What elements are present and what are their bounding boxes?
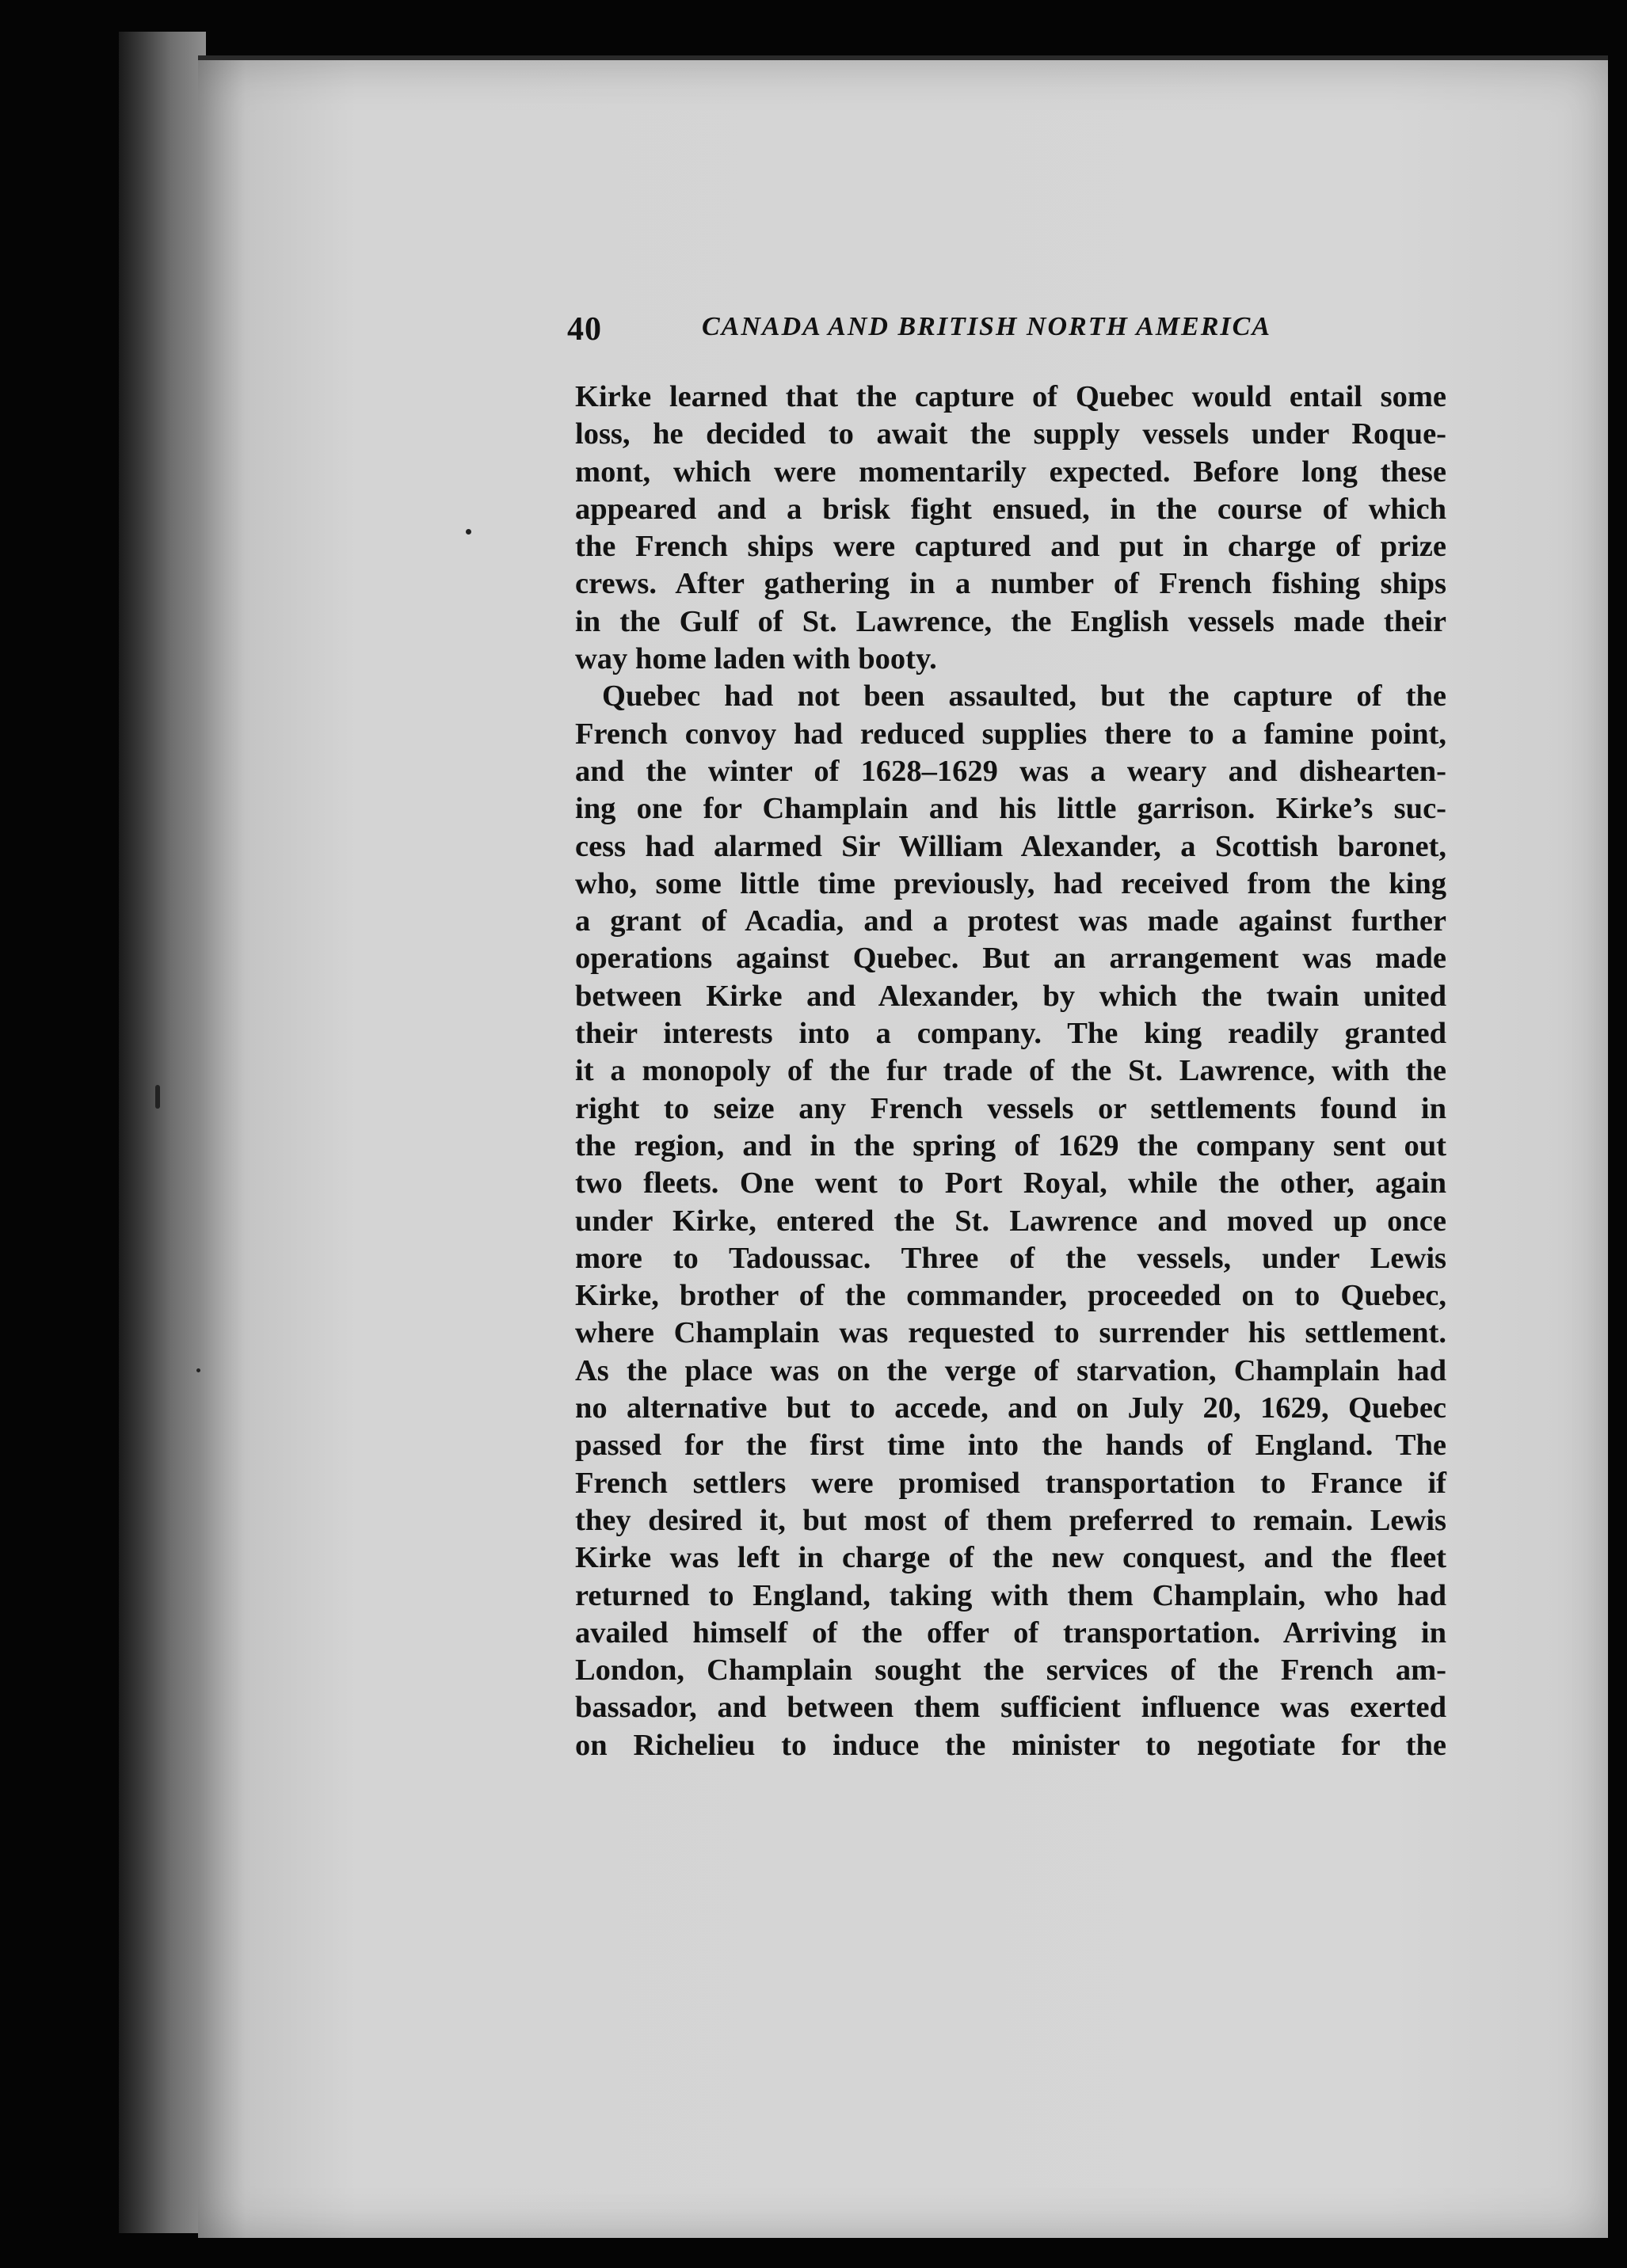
text-line: they desired it, but most of them preferred to remain. Lewis: [575, 1503, 1446, 1537]
text-line: crews. After gathering in a number of French fishing ships: [575, 567, 1446, 601]
text-line: more to Tadoussac. Three of the vessels, under Lewis: [575, 1241, 1446, 1275]
text-line: passed for the first time into the hands of England. The: [575, 1429, 1446, 1463]
page-number: 40: [567, 311, 602, 348]
film-speck: [466, 529, 471, 535]
text-line: on Richelieu to induce the minister to negotiate for the: [575, 1728, 1446, 1762]
text-line: operations against Quebec. But an arrangement was made: [575, 942, 1446, 976]
text-line: French convoy had reduced supplies there to a famine point,: [575, 717, 1446, 751]
text-line: returned to England, taking with them Champlain, who had: [575, 1578, 1446, 1612]
text-line: way home laden with booty.: [575, 642, 937, 676]
text-line: the French ships were captured and put in charge of prize: [575, 530, 1446, 564]
text-line: no alternative but to accede, and on July 20, 1629, Quebec: [575, 1391, 1446, 1425]
text-line: Kirke learned that the capture of Quebec would entail some: [575, 380, 1446, 413]
text-line: appeared and a brisk fight ensued, in the course of which: [575, 492, 1446, 526]
text-line: Kirke, brother of the commander, proceeded on to Quebec,: [575, 1279, 1446, 1313]
running-title: CANADA AND BRITISH NORTH AMERICA: [702, 312, 1271, 341]
text-line: in the Gulf of St. Lawrence, the English vessels made their: [575, 604, 1446, 638]
text-line: their interests into a company. The king readily granted: [575, 1017, 1446, 1051]
text-line: it a monopoly of the fur trade of the St. Lawrence, with the: [575, 1054, 1446, 1088]
text-line: As the place was on the verge of starvation, Champlain had: [575, 1353, 1446, 1387]
text-line: under Kirke, entered the St. Lawrence and moved up once: [575, 1204, 1446, 1238]
text-line: loss, he decided to await the supply vessels under Roque-: [575, 417, 1446, 451]
text-line: who, some little time previously, had received from the king: [575, 866, 1446, 900]
body-text: [575, 379, 1446, 1764]
text-line: availed himself of the offer of transportation. Arriving in: [575, 1615, 1446, 1650]
text-line: cess had alarmed Sir William Alexander, a Scottish baronet,: [575, 829, 1446, 863]
text-line: mont, which were momentarily expected. Before long these: [575, 455, 1446, 489]
text-line: French settlers were promised transportation to France if: [575, 1466, 1446, 1500]
text-line: between Kirke and Alexander, by which the twain united: [575, 979, 1446, 1013]
text-line: right to seize any French vessels or settlements found in: [575, 1091, 1446, 1125]
text-line: where Champlain was requested to surrender his settlement.: [575, 1316, 1446, 1350]
film-speck: [196, 1368, 200, 1372]
text-line: Kirke was left in charge of the new conquest, and the fleet: [575, 1541, 1446, 1575]
text-line: bassador, and between them sufficient influence was exerted: [575, 1691, 1446, 1725]
film-speck: [155, 1085, 160, 1109]
text-line: a grant of Acadia, and a protest was made against further: [575, 904, 1446, 938]
text-line: two fleets. One went to Port Royal, while the other, again: [575, 1166, 1446, 1201]
text-line: and the winter of 1628–1629 was a weary and dishearten-: [575, 754, 1446, 788]
text-line: ing one for Champlain and his little garrison. Kirke’s suc-: [575, 792, 1446, 826]
text-line: the region, and in the spring of 1629 the company sent out: [575, 1128, 1446, 1163]
text-line: Quebec had not been assaulted, but the capture of the: [602, 679, 1446, 714]
running-head: [567, 310, 1448, 358]
book-gutter-shadow: [119, 32, 206, 2233]
text-line: London, Champlain sought the services of the French am-: [575, 1653, 1446, 1688]
